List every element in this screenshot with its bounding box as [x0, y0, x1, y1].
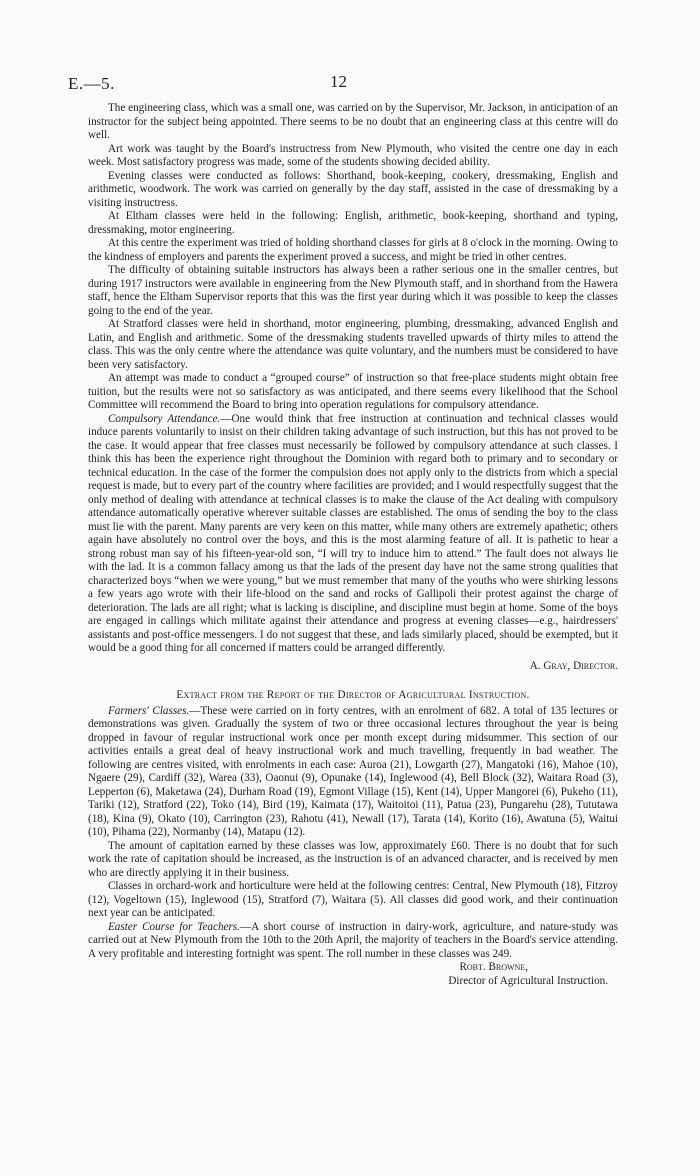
page-number: 12 — [330, 72, 347, 91]
report-reference: E.—5. — [68, 74, 115, 93]
paragraph-orchard: Classes in orchard-work and horticulture were held at the following centres: Central, New Plymouth (18), Fitzroy (12), Vogeltown (15), Inglewood (15), Stratford (7), Waitara (5). All classes did good work, and their continuation next year can be anticipated. — [88, 880, 618, 919]
paragraph-stratford: At Stratford classes were held in shorthand, motor engineering, plumbing, dressmaking, advanced English and Latin, and English and arithmetic. Some of the dressmaking students travelled upwards of thirty miles to attend the class. This was the only centre where the attendance was quite voluntary, and the numbers must be considered to have been very satisfactory. — [88, 318, 618, 371]
compulsory-text: —One would think that free instruction at continuation and technical classes would induce parents voluntarily to insist on their children taking advantage of such instruction, but this has not proved to be the case. It would appear that free classes must necessarily be followed by compulsory attendance at such classes. I think this has been the experience right throughout the Dominion with regard both to primary and to secondary or technical education. In the case of the former the compulsion does not apply only to the districts from which a special request is made, but to every part of the country where facilities are provided; and I would respectfully suggest that the only method of dealing with attendance at technical classes is to make the clause of the Act dealing with compulsory attendance automatically operative wherever suitable classes are established. The onus of sending the boy to the class must lie with the parent. Many parents are very keen on this matter, while many others are extremely apathetic; others again have absolutely no control over the boys, and this is the most alarming feature of all. It is pathetic to hear a strong robust man say of his fifteen-year-old son, “I will try to induce him to attend.” The fault does not always lie with the lad. It is a common fallacy among us that the lads of the present day have not the same strong qualities that characterized boys “when we were young,” but we must remember that many of the youths who were shirking lessons a few years ago wrote with their life-blood on the sand and rocks of Gallipoli their protest against the charge of deterioration. The lads are all right; what is lacking is discipline, and discipline must begin at home. Some of the boys are engaged in callings which militate against their attendance and progress at evening classes—e.g., hairdressers' assistants and post-office messengers. I do not suggest that these, and lads similarly placed, should be exempted, but it would be a good thing for all concerned if matters could be arranged differently. — [88, 412, 618, 654]
signature-gray: A. Gray, Director. — [529, 659, 618, 672]
farmers-heading: Farmers' Classes. — [108, 704, 190, 717]
signature-browne: Robt. Browne, — [459, 961, 528, 973]
paragraph-shorthand-experiment: At this centre the experiment was tried of holding shorthand classes for girls at 8 o'clock in the morning. Owing to the kindness of employers and parents the experiment proved a success, and might be tried in other centres. — [88, 237, 618, 263]
paragraph-instructors: The difficulty of obtaining suitable instructors has always been a rather serious one in the smaller centres, but during 1917 instructors were available in engineering from the New Plymouth staff, and in shorthand from the Hawera staff, hence the Eltham Supervisor reports that this was the first year during which it was possible to keep the classes going to the end of the year. — [88, 264, 618, 317]
report-body — [88, 102, 618, 988]
farmers-text: —These were carried on in forty centres, with an enrolment of 682. A total of 135 lectures or demonstrations was given. Gradually the system of two or three occasional lectures throughout the year is being dropped in favour of regular instructional work once per month except during midsummer. This section of our activities entails a great deal of heavy instructional work and much travelling, frequently in bad weather. The following are centres visited, with enrolments in each case: Auroa (21), Lowgarth (27), Mangatoki (16), Mahoe (10), Ngaere (29), Cardiff (32), Warea (33), Oaonui (9), Opunake (14), Inglewood (4), Bell Block (32), Waitara Road (3), Lepperton (6), Maketawa (24), Durham Road (19), Egmont Village (15), Kent (14), Upper Mangorei (6), Pukeho (11), Tariki (12), Stratford (22), Toko (14), Bird (19), Kaimata (17), Waitoitoi (11), Patua (23), Pungarehu (28), Tututawa (18), Kina (9), Okato (10), Carrington (23), Rahotu (41), Newall (17), Tarata (14), Korito (16), Awatuna (5), Waitui (10), Pihama (22), Normanby (14), Matapu (12). — [88, 704, 618, 838]
paragraph-capitation: The amount of capitation earned by these classes was low, approximately £60. There is no doubt that for such work the rate of capitation should be increased, as the instruction is of an advanced character, and is received by men who are directly applying it in their business. — [88, 839, 618, 879]
compulsory-heading: Compulsory Attendance. — [108, 412, 221, 425]
easter-heading: Easter Course for Teachers. — [108, 920, 240, 933]
signature-browne-title: Director of Agricultural Instruction. — [448, 974, 608, 987]
easter-text: —A short course of instruction in dairy-work, agriculture, and nature-study was carried out at New Plymouth from the 10th to the 20th April, the majority of teachers in the Board's service attending. A very profitable and interesting fortnight was spent. The roll number in these classes was 249. — [88, 920, 618, 960]
paragraph-grouped-course: An attempt was made to conduct a “grouped course” of instruction so that free-place students might obtain free tuition, but the results were not so satisfactory as was anticipated, and there seems every likelihood that the School Committee will recommend the Board to bring into operation regulations for compulsory attendance. — [88, 372, 618, 411]
paragraph-engineering: The engineering class, which was a small one, was carried on by the Supervisor, Mr. Jackson, in anticipation of an instructor for the subject being appointed. There seems to be no doubt that an engineering class at this centre will do well. — [88, 102, 618, 141]
paragraph-evening-classes: Evening classes were conducted as follows: Shorthand, book-keeping, cookery, dressmaking, English and arithmetic, woodwork. The work was carried on generally by the day staff, assisted in the case of dressmaking by a visiting instructress. — [88, 169, 618, 209]
paragraph-compulsory-attendance — [88, 413, 618, 656]
paragraph-art: Art work was taught by the Board's instructress from New Plymouth, who visited the centre one day in each week. Most satisfactory progress was made, some of the students showing decided ability. — [88, 142, 618, 168]
paragraph-eltham: At Eltham classes were held in the following: English, arithmetic, book-keeping, shorthand and typing, dressmaking, motor engineering. — [88, 210, 618, 236]
paragraph-farmers-classes — [88, 705, 618, 840]
paragraph-easter-course — [88, 921, 618, 962]
section-heading: Extract from the Report of the Director of Agricultural Instruction. — [176, 689, 530, 701]
